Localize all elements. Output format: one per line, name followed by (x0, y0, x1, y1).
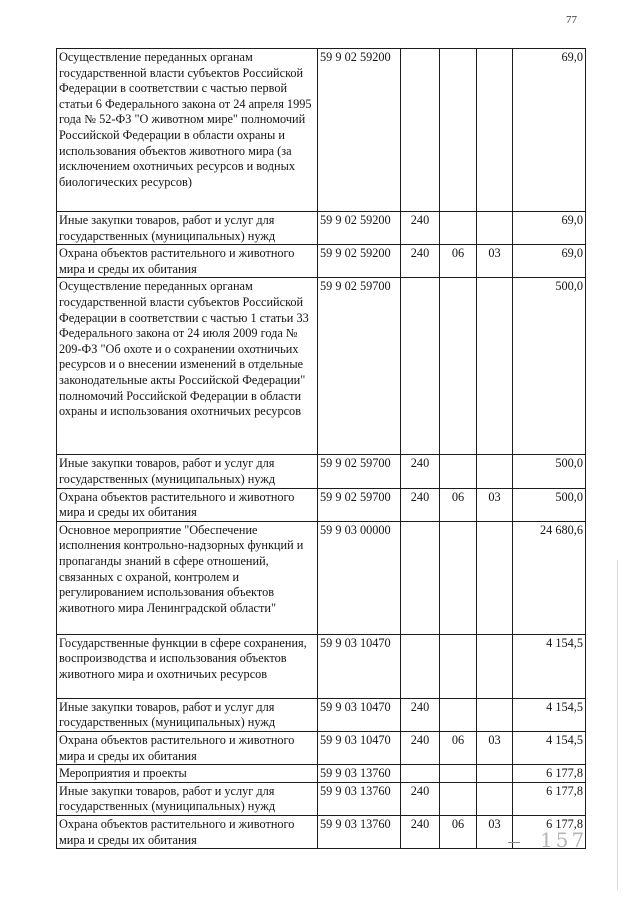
row-vr: 240 (401, 731, 440, 764)
row-pr: 03 (477, 488, 513, 521)
row-name: Иные закупки товаров, работ и услуг для государственных (муниципальных) нужд (57, 455, 318, 488)
budget-table (56, 48, 586, 849)
row-name: Охрана объектов растительного и животного мира и среды их обитания (57, 731, 318, 764)
row-sum: 69,0 (513, 245, 586, 278)
page-number: 77 (566, 14, 577, 26)
row-pr (477, 521, 513, 634)
row-pr (477, 634, 513, 698)
row-rz: 06 (440, 245, 477, 278)
row-name: Осуществление переданных органам государственной власти субъектов Российской Федерации в соответствии с частью первой статьи 6 Федерального закона от 24 апреля 1995 года № 52-ФЗ "О животном мире" полномочий Российской Федерации в области охраны и использования объектов животного мира (за исключением охотничьих ресурсов и водных биологических ресурсов) (57, 49, 318, 212)
row-sum: 24 680,6 (513, 521, 586, 634)
row-vr (401, 765, 440, 783)
row-name: Иные закупки товаров, работ и услуг для государственных (муниципальных) нужд (57, 782, 318, 815)
table-row (57, 278, 586, 455)
row-rz (440, 212, 477, 245)
row-rz (440, 455, 477, 488)
row-code: 59 9 03 10470 (318, 698, 401, 731)
row-code: 59 9 02 59700 (318, 278, 401, 455)
handwritten-dash (508, 842, 520, 843)
row-rz: 06 (440, 488, 477, 521)
table-row (57, 815, 586, 848)
row-name: Охрана объектов растительного и животного мира и среды их обитания (57, 245, 318, 278)
row-vr: 240 (401, 455, 440, 488)
row-code: 59 9 02 59200 (318, 49, 401, 212)
table-row (57, 731, 586, 764)
table-row (57, 765, 586, 783)
row-rz: 06 (440, 731, 477, 764)
row-pr (477, 698, 513, 731)
table-row (57, 698, 586, 731)
row-rz: 06 (440, 815, 477, 848)
row-name: Охрана объектов растительного и животного мира и среды их обитания (57, 815, 318, 848)
row-vr: 240 (401, 488, 440, 521)
row-sum: 4 154,5 (513, 731, 586, 764)
table-row (57, 455, 586, 488)
row-vr (401, 521, 440, 634)
row-vr: 240 (401, 815, 440, 848)
table-row (57, 521, 586, 634)
row-sum: 6 177,8 (513, 815, 586, 848)
row-rz (440, 521, 477, 634)
row-sum: 6 177,8 (513, 782, 586, 815)
row-name: Охрана объектов растительного и животного мира и среды их обитания (57, 488, 318, 521)
row-sum: 500,0 (513, 278, 586, 455)
row-name: Мероприятия и проекты (57, 765, 318, 783)
table-row (57, 245, 586, 278)
table-row (57, 488, 586, 521)
table-row (57, 782, 586, 815)
row-code: 59 9 03 13760 (318, 815, 401, 848)
table-row (57, 49, 586, 212)
row-code: 59 9 03 13760 (318, 782, 401, 815)
row-rz (440, 278, 477, 455)
row-rz (440, 698, 477, 731)
handwritten-page-mark: 157 (540, 828, 588, 852)
table-row (57, 634, 586, 698)
row-pr: 03 (477, 731, 513, 764)
row-sum: 500,0 (513, 455, 586, 488)
row-sum: 4 154,5 (513, 634, 586, 698)
row-rz (440, 49, 477, 212)
row-code: 59 9 02 59200 (318, 212, 401, 245)
row-code: 59 9 03 13760 (318, 765, 401, 783)
row-code: 59 9 03 10470 (318, 634, 401, 698)
row-code: 59 9 02 59700 (318, 455, 401, 488)
row-vr: 240 (401, 698, 440, 731)
row-vr (401, 278, 440, 455)
row-sum: 500,0 (513, 488, 586, 521)
row-rz (440, 634, 477, 698)
row-name: Иные закупки товаров, работ и услуг для государственных (муниципальных) нужд (57, 698, 318, 731)
row-name: Государственные функции в сфере сохранения, воспроизводства и использования объектов животного мира и охотничьих ресурсов (57, 634, 318, 698)
row-code: 59 9 03 10470 (318, 731, 401, 764)
row-sum: 6 177,8 (513, 765, 586, 783)
row-vr (401, 634, 440, 698)
row-pr (477, 49, 513, 212)
row-code: 59 9 03 00000 (318, 521, 401, 634)
row-pr: 03 (477, 815, 513, 848)
row-pr (477, 765, 513, 783)
row-name: Осуществление переданных органам государственной власти субъектов Российской Федерации в соответствии с частью 1 статьи 33 Федерального закона от 24 июля 2009 года № 209-ФЗ "Об охоте и о сохранении охотничьих ресурсов и о внесении изменений в отдельные законодательные акты Российской Федерации" полномочий Российской Федерации в области охраны и использования охотничьих ресурсов (57, 278, 318, 455)
row-code: 59 9 02 59200 (318, 245, 401, 278)
row-code: 59 9 02 59700 (318, 488, 401, 521)
scan-edge-line (617, 560, 618, 890)
row-name: Основное мероприятие "Обеспечение исполнения контрольно-надзорных функций и пропаганды знаний в сфере отношений, связанных с охраной, контролем и регулированием использования объектов животного мира Ленинградской области" (57, 521, 318, 634)
row-name: Иные закупки товаров, работ и услуг для государственных (муниципальных) нужд (57, 212, 318, 245)
table-row (57, 212, 586, 245)
row-pr (477, 212, 513, 245)
row-vr: 240 (401, 782, 440, 815)
row-sum: 4 154,5 (513, 698, 586, 731)
row-rz (440, 765, 477, 783)
row-sum: 69,0 (513, 49, 586, 212)
row-vr (401, 49, 440, 212)
row-pr (477, 278, 513, 455)
row-pr (477, 782, 513, 815)
row-pr: 03 (477, 245, 513, 278)
row-sum: 69,0 (513, 212, 586, 245)
row-rz (440, 782, 477, 815)
row-vr: 240 (401, 245, 440, 278)
row-vr: 240 (401, 212, 440, 245)
row-pr (477, 455, 513, 488)
